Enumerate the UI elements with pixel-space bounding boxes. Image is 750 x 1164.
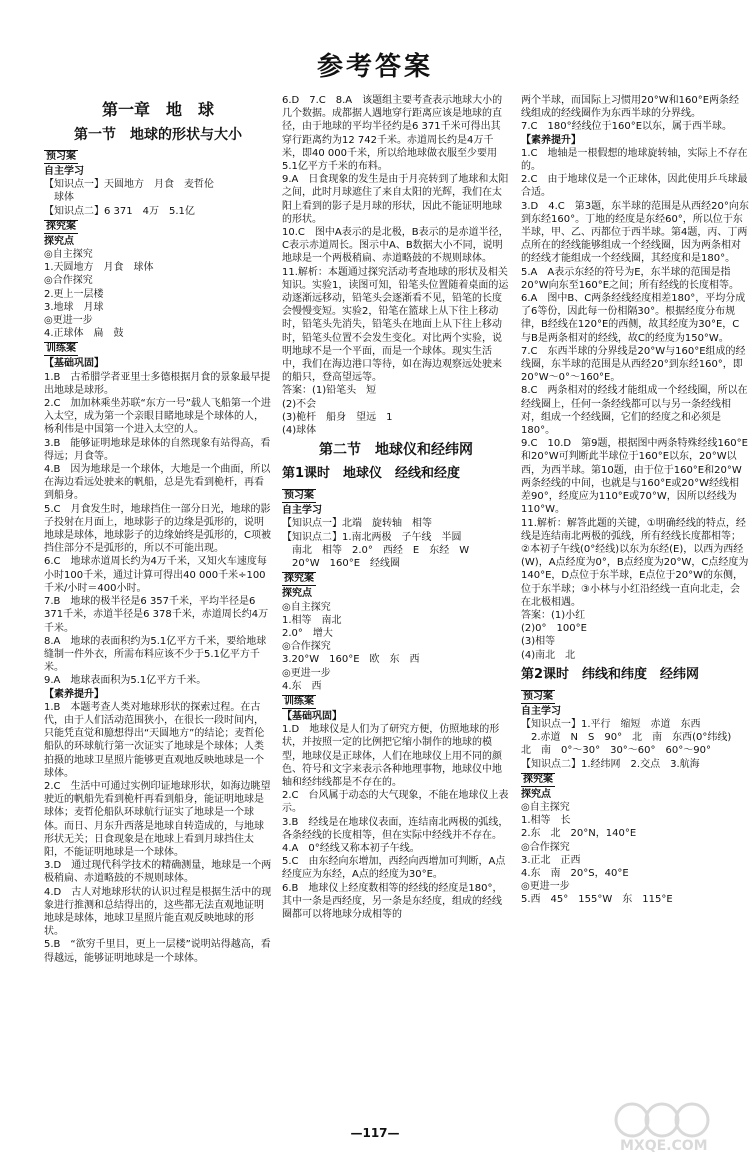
- sub-heading: 【素养提升】: [44, 688, 104, 700]
- answer-line: 南北 相等 2.0° 西经 E 东经 W: [282, 544, 470, 556]
- answer-line: (2)不会: [282, 398, 317, 410]
- answer-line: ◎合作探究: [282, 641, 331, 653]
- section-tag: 预习案: [523, 690, 553, 702]
- answer-line: ◎更进一步: [44, 315, 93, 327]
- answer-line: 2.更上一层楼: [44, 288, 104, 300]
- sub-heading: 探究点: [282, 588, 312, 600]
- answer-line: 11.解析：本题通过探究活动考查地球的形状及相关知识。实验1，读图可知，铅笔头位置随着桌面的运动逐渐远移动，铅笔头会逐渐看不见，铅笔的长度会慢慢变短。实验2，铅笔在篮球上从下往上移动时，铅笔头先消失，铅笔头在地面上从下往上移动时，铅笔头位置不会发生变化。对比两个实验，说明地球不是一个平面，而是一个球体。现实生活中，我们在海边港口等待，如在海边观察远处驶来的船只，登高望远等。: [282, 266, 509, 384]
- answer-line: 2.赤道 N S 90° 北 南 东西(0°纬线) 北 南 0°～30° 30°～60° 60°～90°: [521, 732, 742, 757]
- column-right: [521, 94, 749, 907]
- answer-line: ◎自主探究: [44, 249, 93, 261]
- answer-line: 【知识点一】天圆地方 月食 麦哲伦: [44, 179, 214, 191]
- section-tag: 训练案: [284, 695, 314, 707]
- answer-line: 3.D 通过现代科学技术的精确测量，地球是一个两极稍扁、赤道略鼓的不规则球体。: [44, 860, 272, 885]
- sub-heading: 【基础巩固】: [282, 710, 342, 722]
- answer-line: 7.C 180°经线位于160°E以东，属于西半球。: [521, 121, 733, 133]
- answer-line: 【知识点一】1.平行 缩短 赤道 东西: [521, 718, 701, 730]
- answer-line: (4)球体: [282, 425, 317, 437]
- column-middle: [282, 94, 510, 921]
- answer-line: 9.A 地球表面积为5.1亿平方千米。: [44, 675, 207, 687]
- answer-line: 2.东 北 20°N，140°E: [521, 828, 637, 840]
- answer-line: ◎自主探究: [521, 801, 570, 813]
- tag-row: [521, 771, 749, 788]
- section-tag: 预习案: [284, 490, 314, 502]
- answer-line: 5.B “欲穷千里目，更上一层楼”说明站得越高，看得越远，能够证明地球是一个球体。: [44, 939, 271, 964]
- answer-line: 6.D 7.C 8.A 该题组主要考查表示地球大小的几个数据。成都据人遇地穿行距离应该是地球的直径，由于地球的平均半径约是6 371千米可得出其穿行距离约为12 742千米。赤道周长约是4万千米，即40 000千米，所以给地球做衣服至少要用5.1亿平方千米的布料。: [282, 95, 503, 173]
- answer-line: 11.解析：解答此题的关键，①明确经线的特点，经线是连结南北两极的弧线，所有经线长度都相等；②本初子午线(0°经线)以东为东经(E)，以西为西经(W)，A点经度为0°，B点经度为20°W，C点经度为140°E，D点位于东半球，E点位于20°W的东侧，位于东半球；③小林与小红沿经线一直向北走，会在北极相遇。: [521, 517, 749, 608]
- answer-line: 8.C 两条相对的经线才能组成一个经线圈，所以在经线圈上，任何一条经线都可以与另一条经线相对，组成一个经线圈，它们的经度之和必须是180°。: [521, 385, 748, 437]
- sub-heading: 探究点: [521, 788, 551, 800]
- answer-line: 2.C 加加林乘坐苏联“东方一号”载人飞船第一个进入太空，成为第一个亲眼目睹地球是个球体的人，杨利伟是中国第一个进入太空的人。: [44, 398, 271, 436]
- answer-line: 5.A A表示东经的符号为E，东半球的范围是指20°W向东至160°E之间；所有经线的长度相等。: [521, 266, 740, 291]
- sub-heading: 自主学习: [282, 505, 322, 517]
- answer-line: 4.东 西: [282, 680, 322, 692]
- answer-line: 【知识点一】北端 旋转轴 相等: [282, 518, 432, 530]
- sub-heading: 【基础巩固】: [44, 358, 104, 370]
- answer-line: 4.东 南 20°S，40°E: [521, 867, 629, 879]
- tag-row: [282, 487, 510, 504]
- answer-line: 4.D 古人对地球形状的认识过程是根据生活中的现象进行推测和总结得出的，这些都无法直观地证明地球是球体，地球卫星照片能直观反映地球的形状。: [44, 886, 272, 938]
- answer-line: (3)相等: [521, 636, 556, 648]
- answer-line: ◎合作探究: [521, 841, 570, 853]
- answer-line: 答案：(1)小红: [521, 609, 586, 621]
- answer-line: 8.A 地球的表面积约为5.1亿平方千米，要给地球缝制一件外衣，所需布料应该不少于5.1亿平方千米。: [44, 635, 267, 674]
- tag-row: [282, 693, 510, 710]
- sub-heading: 探究点: [44, 235, 74, 247]
- section-tag: 探究案: [523, 773, 553, 785]
- section-tag: 训练案: [46, 343, 76, 355]
- answer-line: 1.C 地轴是一根假想的地球旋转轴，实际上不存在的。: [521, 147, 748, 173]
- answer-line: 4.正球体 扁 鼓: [44, 328, 124, 340]
- lesson-title: 第2课时 纬线和纬度 经纬网: [521, 666, 700, 682]
- answer-line: 7.B 地球的极半径是6 357千米，平均半径是6 371千米，赤道半径是6 378千米，赤道周长约4万千米。: [44, 596, 269, 634]
- answer-line: 6.B 地球仪上经度数相等的经线的经度是180°，其中一条是西经度，另一条是东经度，组成的经线圈都可以将地球分成相等的: [282, 882, 503, 920]
- answer-line: 10.C 图中A表示的是北极，B表示的是赤道半径，C表示赤道周长。图示中A、B数据大小不同，说明地球是一个两极稍扁、赤道略鼓的不规则球体。: [282, 227, 509, 265]
- answer-line: ◎更进一步: [282, 667, 331, 679]
- answer-line: 6.C 地球赤道周长约为4万千米，又知火车速度每小时100千米，通过计算可得出40 000千米÷100千米/小时＝400小时。: [44, 556, 267, 594]
- answer-line: 3.B 能够证明地球是球体的自然现象有站得高，看得远；月食等。: [44, 437, 271, 462]
- answer-line: 【知识点二】1.经纬网 2.交点 3.航海: [521, 758, 700, 770]
- page-number: —117—: [350, 1126, 400, 1140]
- answer-line: 3.D 4.C 第3题，东半球的范围是从西经20°向东到东经160°。丁地的经度是东经60°，所以位于东半球，甲、乙、丙都位于西半球。第4题，丙、丁两点所在的经线能够组成一个经线圈，因为两条相对的经线才能组成一个经线圈，其经度和是180°。: [521, 200, 749, 265]
- sub-heading: 自主学习: [44, 166, 84, 177]
- answer-line: 9.C 10.D 第9题，根据图中两条特殊经线160°E和20°W可判断此半球位于160°E以东，20°W以西，为西半球。第10题，由于位于160°E和20°W两条经线的中间，也就是与160°E或20°W经线相差90°，经度应为110°E或70°W，因所以经线为110°W。: [521, 438, 748, 516]
- answer-line: (4)南北 北: [521, 649, 576, 661]
- tag-row: [44, 218, 272, 235]
- answer-line: 两个半球，而国际上习惯用20°W和160°E两条经线组成的经线圈作为东西半球的分界线。: [521, 95, 740, 120]
- section-tag: 探究案: [46, 220, 76, 232]
- answer-line: 【知识点二】6 371 4万 5.1亿: [44, 205, 195, 217]
- answer-line: 2.C 生活中可通过实例印证地球形状，如海边眺望驶近的帆船先看到桅杆再看到船身，能证明地球是球体；麦哲伦船队环球航行证实了地球是一个球体。而日、月东升西落是地球自转造成的，与地球形状无关；日食现象是在地球上看到月球挡住太阳，不能证明地球是一个球体。: [44, 780, 271, 858]
- chapter-title: 第一章 地 球: [101, 100, 214, 119]
- answer-line: 1.相等 南北: [282, 614, 342, 626]
- watermark-text: MXQE.COM: [620, 1138, 708, 1154]
- answer-line: 球体: [44, 192, 74, 204]
- answer-line: 5.西 45° 155°W 东 115°E: [521, 894, 673, 906]
- answer-line: 4.A 0°经线又称本初子午线。: [282, 842, 420, 854]
- answer-line: 答案：(1)铅笔头 短: [282, 385, 377, 397]
- answer-line: 20°W 160°E 经线圈: [282, 558, 401, 570]
- answer-line: ◎更进一步: [521, 881, 570, 893]
- tag-row: [44, 148, 272, 165]
- section-tag: 探究案: [284, 573, 314, 585]
- tag-row: [282, 570, 510, 587]
- answer-line: (2)0° 100°E: [521, 623, 587, 635]
- answer-line: 1.B 本题考查人类对地球形状的探索过程。在古代，由于人们活动范围狭小，在很长一段时间内，只能凭直觉和臆想得出“天圆地方”的结论；麦哲伦船队的环球航行第一次证实了地球是个球体；人类拍摄的地球卫星照片能够更直观地反映地球是一个球体。: [44, 701, 265, 779]
- sub-heading: 自主学习: [521, 705, 561, 717]
- answer-line: 4.B 因为地球是一个球体，大地是一个曲面，所以在海边看远处驶来的帆船，总是先看到桅杆，再看到船身。: [44, 464, 271, 502]
- page-title: 参考答案: [316, 52, 433, 82]
- lesson-title: 第1课时 地球仪 经线和经度: [282, 466, 461, 482]
- answer-line: 5.C 月食发生时，地球挡住一部分日光，地球的影子投射在月面上，地球影子的边缘是弧形的，说明地球是球体，地球影子的边缘始终是弧形的，C项被挡住部分不是弧形的，所以不可能出现。: [44, 503, 271, 555]
- answer-line: 3.20°W 160°E 欧 东 西: [282, 654, 420, 666]
- section-title: 第一节 地球的形状与大小: [74, 127, 242, 143]
- answer-line: 5.C 由东经向东增加，西经向西增加可判断，A点经度应为东经，A点的经度为30°E。: [282, 856, 506, 881]
- answer-line: 3.正北 正西: [521, 854, 581, 866]
- answer-line: 2.C 由于地球仪是一个正球体，因此使用乒乓球最合适。: [521, 174, 748, 199]
- answer-line: 6.A 图中B、C两条经线经度相差180°，平均分成了6等份，因此每一份相隔30°。根据经度分布规律，B经线在120°E的西侧，故其经度为30°E，C与B是两条相对的经线，故C的经度为150°W。: [521, 293, 746, 344]
- sub-heading: 【素养提升】: [521, 134, 581, 146]
- answer-line: 【知识点二】1.南北两极 子午线 半圆: [282, 531, 462, 543]
- answer-line: 1.相等 长: [521, 815, 571, 827]
- column-left: [44, 94, 272, 965]
- answer-line: 3.B 经线是在地球仪表面，连结南北两极的弧线，各条经线的长度相等，但在实际中经线并不存在。: [282, 816, 509, 841]
- answer-line: ◎自主探究: [282, 601, 331, 613]
- answer-line: 2.0° 增大: [282, 627, 333, 639]
- answer-line: 3.地球 月球: [44, 301, 104, 313]
- section-tag: 预习案: [46, 151, 76, 162]
- tag-row: [521, 688, 749, 705]
- answer-line: (3)桅杆 船身 望远 1: [282, 411, 393, 423]
- answer-line: 1.B 古希腊学者亚里士多德根据月食的景象最早提出地球是球形。: [44, 371, 271, 396]
- section-title: 第二节 地球仪和经纬网: [319, 442, 473, 459]
- answer-line: ◎合作探究: [44, 275, 93, 287]
- answer-line: 1.D 地球仪是人们为了研究方便，仿照地球的形状，并按照一定的比例把它缩小制作的地球的模型，地球仪是正球体，人们在地球仪上用不同的颜色、符号和文字来表示各种地理事物，地球仪中地轴和经纬线都是不存在的。: [282, 724, 502, 788]
- answer-line: 1.天圆地方 月食 球体: [44, 262, 154, 274]
- answer-line: 2.C 台风属于动态的大气现象，不能在地球仪上表示。: [282, 790, 509, 815]
- watermark-logo: [612, 1098, 742, 1154]
- tag-row: [44, 340, 272, 357]
- answer-line: 9.A 日食现象的发生是由于月亮转到了地球和太阳之间，此时月球遮住了来自太阳的光辉，我们在太阳上看到的影子是月球的形状，因此不能证明地球的形状。: [282, 174, 509, 225]
- answer-line: 7.C 东西半球的分界线是20°W与160°E组成的经线圈，东半球的范围是从西经20°到东经160°，即20°W～0°～160°E。: [521, 345, 746, 384]
